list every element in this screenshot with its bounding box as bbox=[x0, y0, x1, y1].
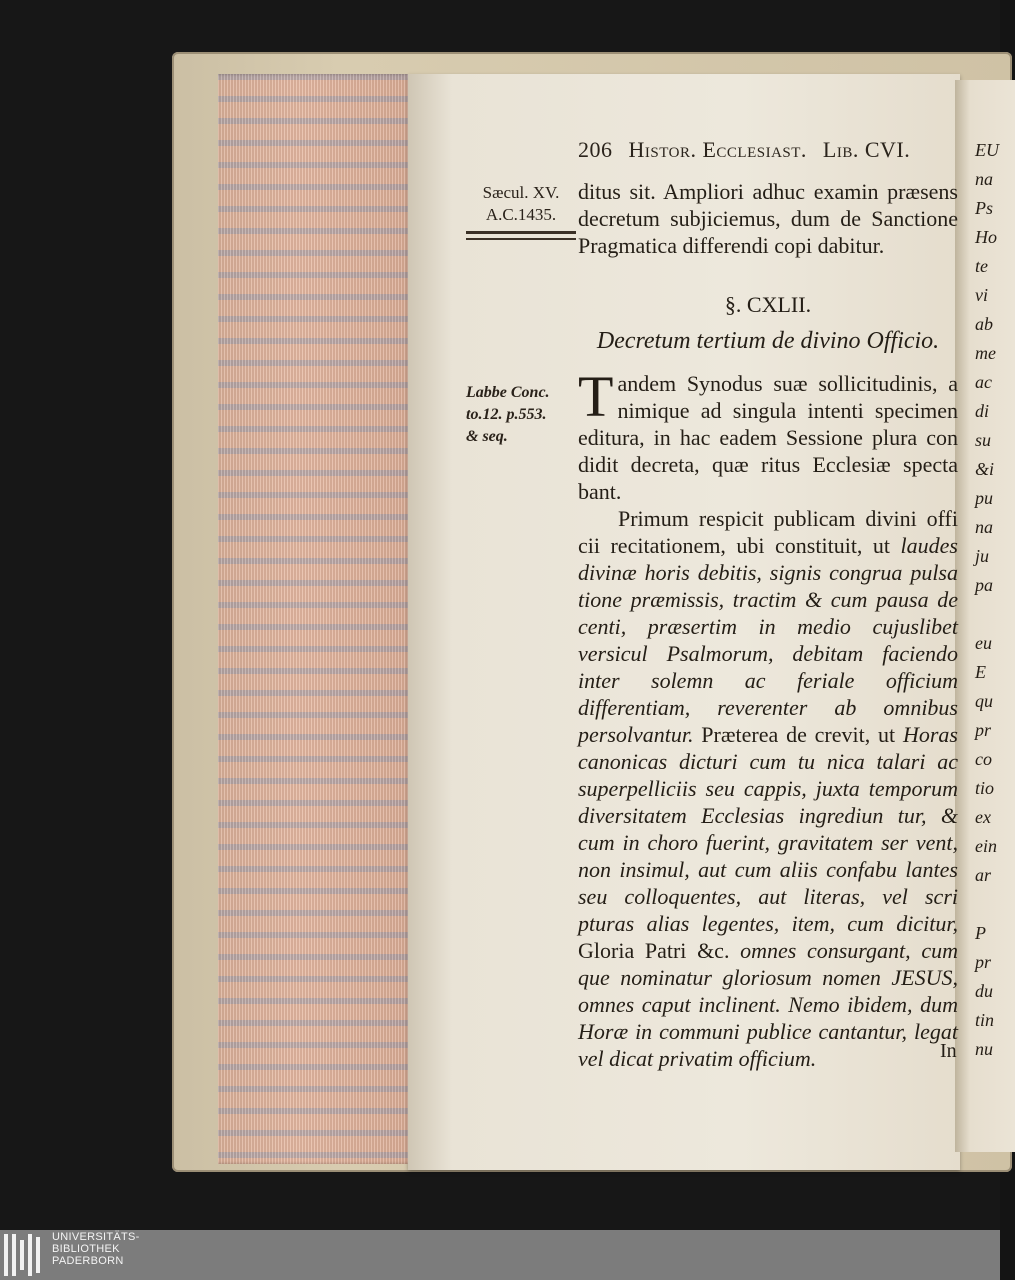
paragraph-2-text: andem Synodus suæ sollicitudinis, a nimique ad singula intenti specimen editura, in hac eadem Sessione plura con didit decreta, quæ ritus Ecclesiæ specta bant. bbox=[578, 371, 958, 504]
paragraph-3-part-d: Horas canonicas dicturi cum tu nica talari ac superpelliciis seu cappis, juxta temporum diversitatem Ecclesias ingrediun tur, & cum in choro fuerint, gravitatem ser vent, non insimul, aut cum aliis confabu lantes seu colloquentes, aut literas, vel scri pturas alias legentes, item, cum dicitur, bbox=[578, 722, 958, 936]
library-logo-icon bbox=[4, 1234, 48, 1276]
margin-rule-1 bbox=[466, 231, 576, 234]
right-page-fragment: pr bbox=[975, 952, 992, 972]
margin-note-reference bbox=[466, 382, 576, 448]
right-page-fragment: pu bbox=[975, 488, 993, 508]
right-page-fragment: ein bbox=[975, 836, 997, 856]
right-page-fragment: di bbox=[975, 401, 990, 421]
library-name-line-1: UNIVERSITÄTS- bbox=[52, 1231, 140, 1243]
right-page-fragment: me bbox=[975, 343, 996, 363]
header-book: Lib. CVI. bbox=[822, 137, 911, 162]
right-page-fragment: EU bbox=[975, 140, 999, 160]
library-name-line-2: BIBLIOTHEK bbox=[52, 1243, 120, 1255]
section-number: §. CXLII. bbox=[724, 292, 812, 317]
right-page-fragment: eu bbox=[975, 633, 992, 653]
right-page-fragment: ar bbox=[975, 865, 992, 885]
right-page-fragment: &i bbox=[975, 459, 995, 479]
paragraph-3 bbox=[578, 505, 958, 1071]
paragraph-3-part-e: Gloria Patri &c. bbox=[578, 938, 730, 963]
right-page-fragment: te bbox=[975, 256, 988, 276]
drop-cap: T bbox=[578, 364, 614, 429]
right-page-fragment bbox=[975, 599, 1015, 628]
right-page-fragment: na bbox=[975, 517, 993, 537]
margin-rule-2 bbox=[466, 238, 576, 240]
running-header bbox=[578, 137, 958, 163]
right-page-fragment: P bbox=[975, 923, 986, 943]
right-page-fragment: ab bbox=[975, 314, 993, 334]
section-title: Decretum tertium de divino Officio. bbox=[596, 328, 940, 354]
right-page-fragment: tio bbox=[975, 778, 995, 798]
paragraph-3-part-a: Primum respicit publicam divini offi cii recitationem, ubi constituit, ut bbox=[578, 506, 958, 558]
margin-ac: A.C.1435. bbox=[485, 205, 557, 224]
catchword: In bbox=[940, 1040, 957, 1062]
paragraph-1: ditus sit. Ampliori adhuc examin præsens decretum subjiciemus, dum de Sanctione Pragmatica differendi copi dabitur. bbox=[578, 179, 958, 258]
right-page-fragment: co bbox=[975, 749, 992, 769]
right-page-fragment: Ps bbox=[975, 198, 993, 218]
right-page-fragment: nu bbox=[975, 1039, 993, 1059]
margin-note-date bbox=[462, 182, 580, 226]
right-page-fragment: su bbox=[975, 430, 992, 450]
right-page-fragment: na bbox=[975, 169, 993, 189]
right-page-fragment: pa bbox=[975, 575, 993, 595]
right-page-fragment: vi bbox=[975, 285, 988, 305]
page-number: 206 bbox=[578, 137, 613, 162]
right-page-fragment: ju bbox=[975, 546, 990, 566]
margin-ref-2: to.12. p.553. bbox=[466, 406, 547, 423]
header-title: Histor. Ecclesiast. bbox=[628, 137, 807, 162]
paragraph-3-part-b: laudes divinæ horis debitis, signis congrua pulsa tione præmissis, tractim & cum pausa de centi, præsertim in medio cujuslibet versicul Psalmorum, debitam faciendo inter solemn ac feriale officium differentiam, reverenter ab omnibus persolvantur. bbox=[578, 533, 958, 747]
right-page-fragment: du bbox=[975, 981, 993, 1001]
margin-year: Sæcul. XV. bbox=[482, 183, 560, 202]
margin-ref-1: Labbe Conc. bbox=[466, 384, 550, 401]
right-page-fragment: ac bbox=[975, 372, 992, 392]
library-name bbox=[52, 1231, 140, 1267]
right-page-fragment: Ho bbox=[975, 227, 997, 247]
paragraph-3-part-c: Præterea de crevit, ut bbox=[693, 722, 903, 747]
paragraph-2 bbox=[578, 364, 958, 505]
right-page-fragment bbox=[975, 889, 1015, 918]
right-page-fragment: E bbox=[975, 662, 986, 682]
footer-bar bbox=[0, 1230, 1000, 1280]
right-page-fragment: ex bbox=[975, 807, 991, 827]
right-page-fragment: pr bbox=[975, 720, 992, 740]
right-page-fragment: qu bbox=[975, 691, 993, 711]
margin-ref-3: & seq. bbox=[466, 428, 508, 445]
paragraph-3-part-f: omnes consurgant, cum que nominatur gloriosum nomen JESUS, omnes caput inclinent. Nemo ibidem, dum Horæ in communi publice cantantur, legat vel dicat privatim officium. bbox=[578, 938, 958, 1071]
right-page-text-fragments bbox=[975, 135, 1015, 1063]
library-name-line-3: PADERBORN bbox=[52, 1255, 124, 1267]
right-page-fragment: tin bbox=[975, 1010, 995, 1030]
book-fore-edge bbox=[218, 74, 423, 1164]
